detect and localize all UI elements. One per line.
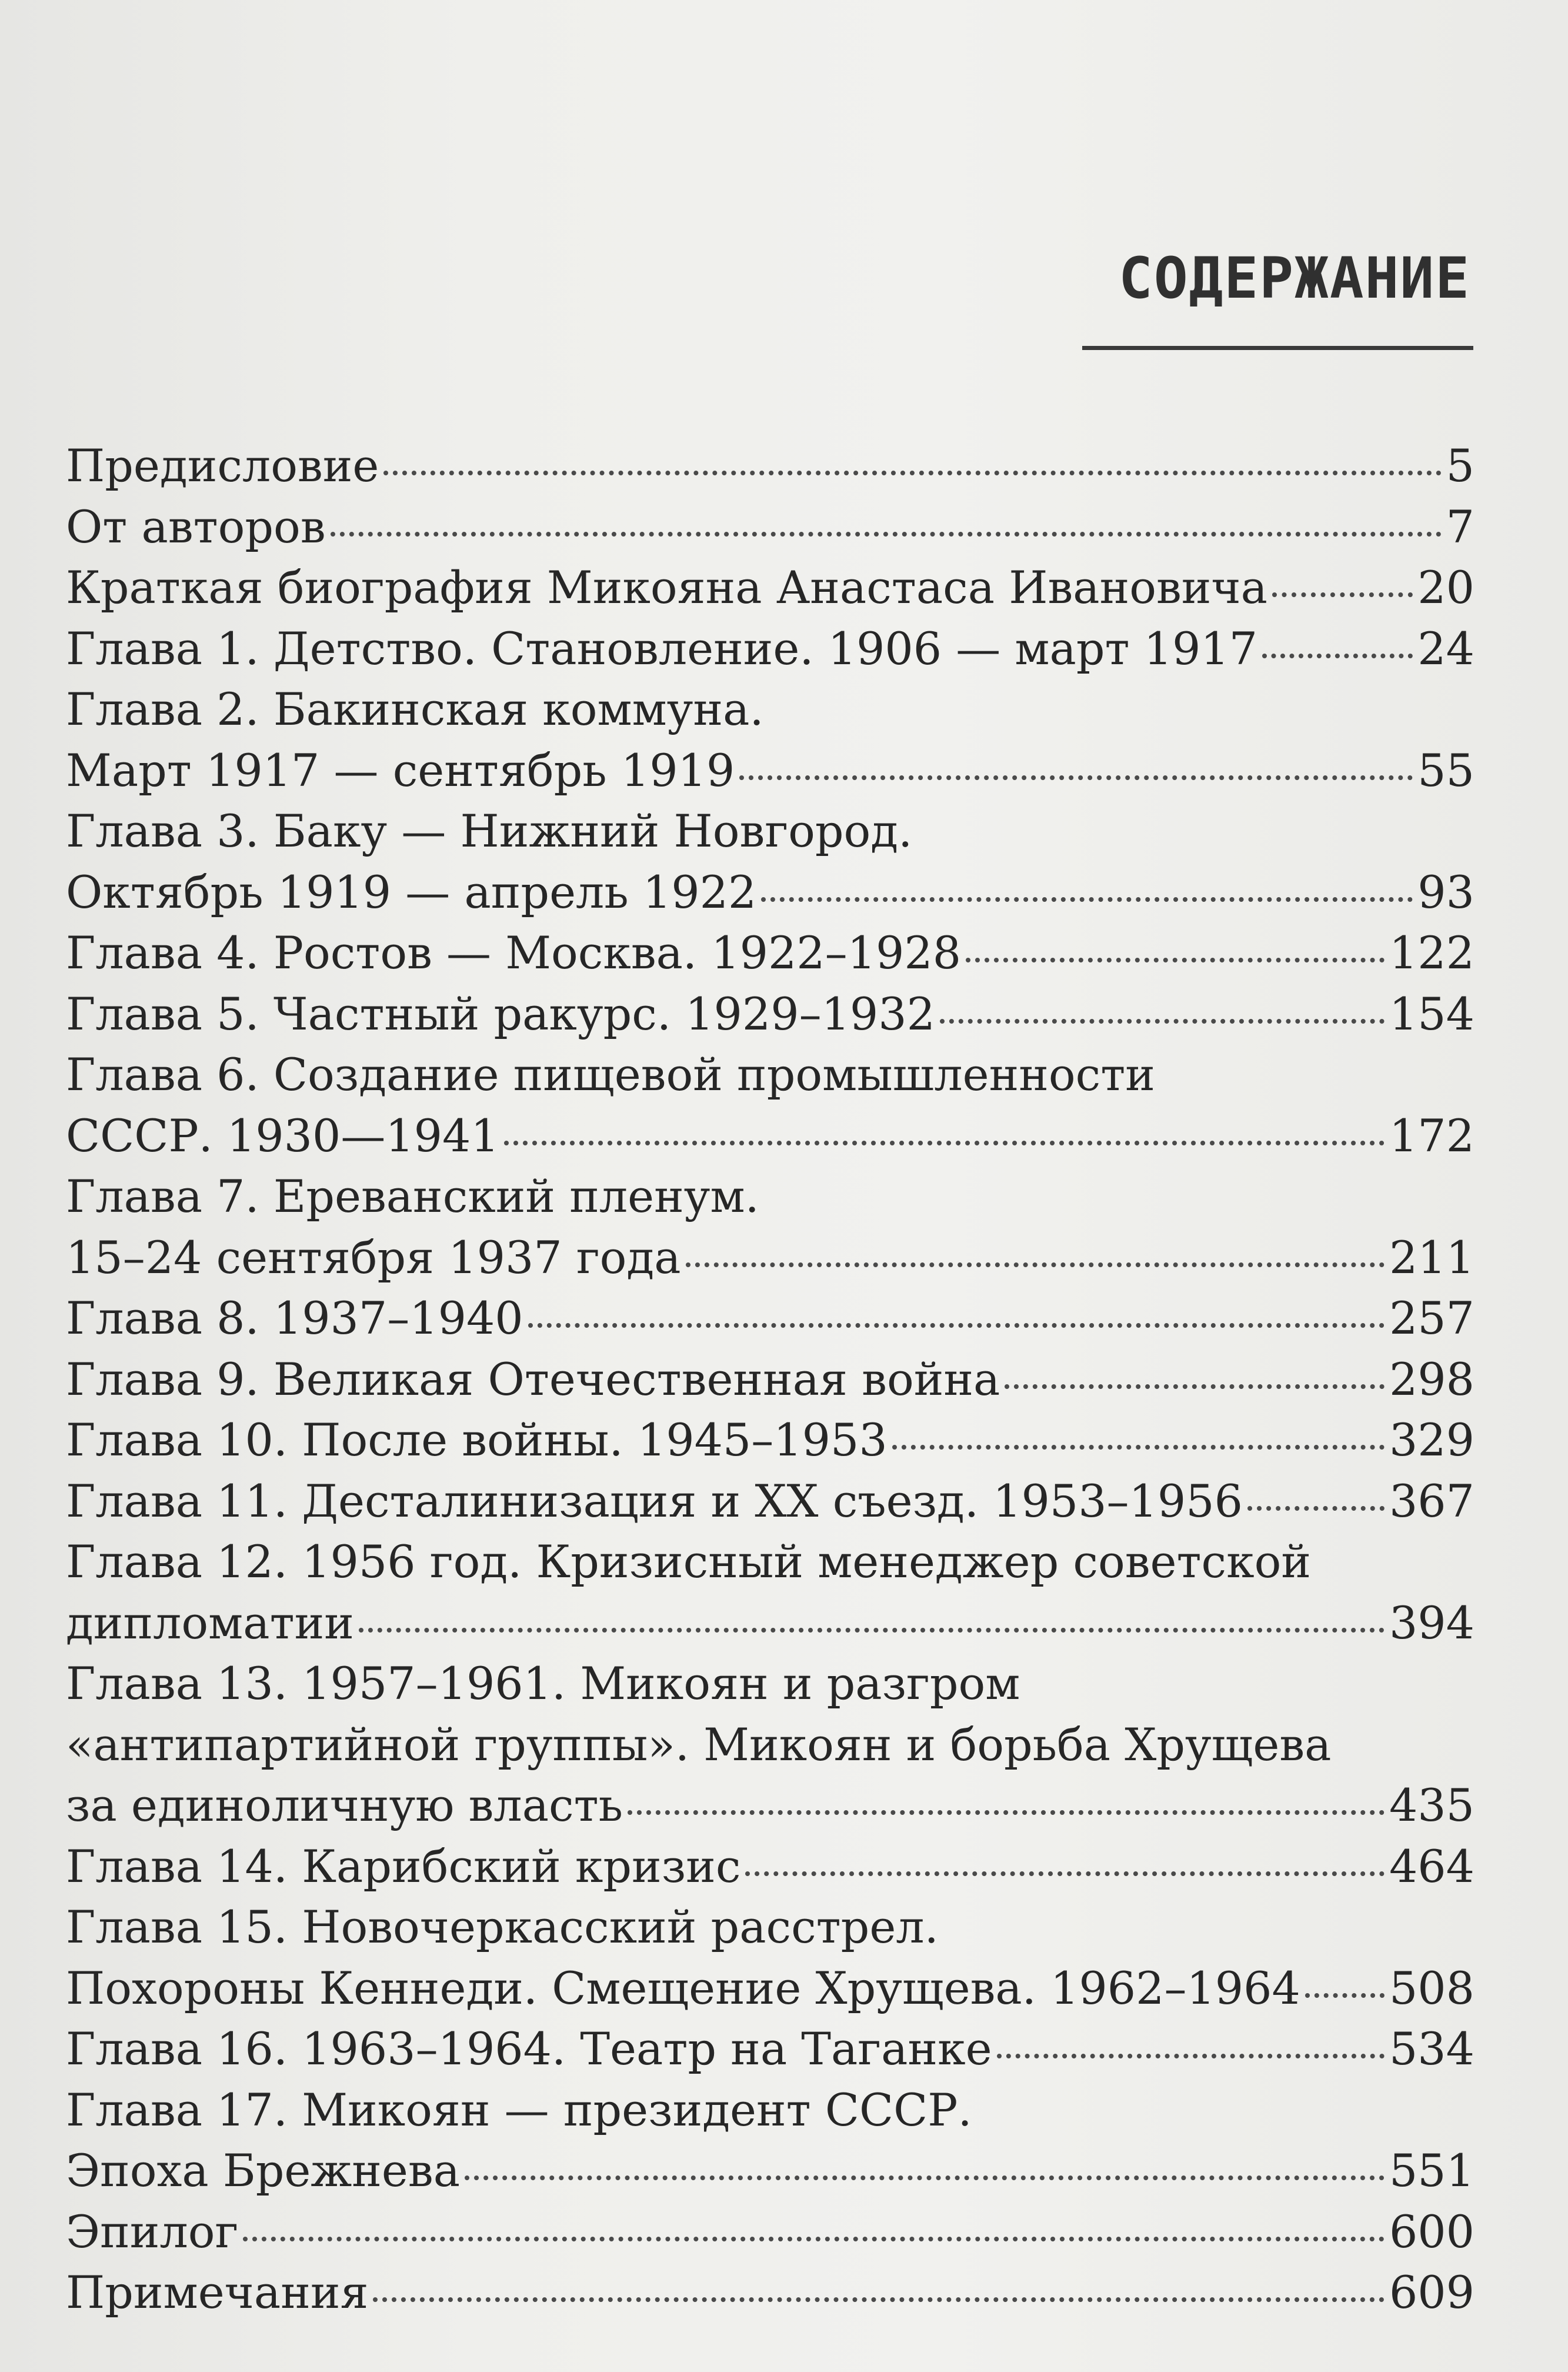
toc-entry-line [66, 1897, 1474, 1958]
contents-heading: СОДЕРЖАНИЕ [1119, 245, 1470, 311]
dot-leader [1305, 1993, 1384, 1998]
toc-entry-text: Глава 12. 1956 год. Кризисный менеджер советской [66, 1535, 1312, 1588]
toc-page-number: 93 [1417, 865, 1474, 918]
dot-leader [383, 471, 1441, 475]
toc-entry [66, 922, 1474, 984]
toc-entry-text: Предисловие [66, 439, 379, 492]
toc-entry [66, 2201, 1474, 2263]
toc-entry-line-final [66, 1349, 1474, 1410]
toc-entry-text: дипломатии [66, 1596, 354, 1649]
toc-entry-text: Похороны Кеннеди. Смещение Хрущева. 1962–1964 [66, 1961, 1300, 2014]
toc-entry-text: Эпоха Брежнева [66, 2144, 461, 2197]
dot-leader [1005, 1384, 1384, 1389]
toc-entry [66, 2080, 1474, 2201]
toc-page-number: 551 [1389, 2144, 1474, 2197]
toc-page-number: 435 [1389, 1779, 1474, 1831]
toc-entry-line-final [66, 1593, 1474, 1654]
toc-entry-line [66, 1531, 1474, 1593]
dot-leader [739, 775, 1413, 780]
toc-entry-text: Глава 9. Великая Отечественная война [66, 1352, 1000, 1405]
toc-entry [66, 1897, 1474, 2018]
toc-entry-line-final [66, 1471, 1474, 1532]
toc-entry-line-final [66, 1288, 1474, 1349]
toc-page-number: 154 [1389, 987, 1474, 1040]
toc-entry-text: Примечания [66, 2266, 369, 2318]
toc-entry-text: Глава 3. Баку — Нижний Новгород. [66, 805, 913, 857]
toc-entry [66, 435, 1474, 497]
toc-entry [66, 1166, 1474, 1288]
toc-entry-text: СССР. 1930—1941 [66, 1109, 499, 1162]
toc-page-number: 5 [1446, 439, 1474, 492]
dot-leader [966, 958, 1384, 962]
toc-page-number: 600 [1389, 2205, 1474, 2258]
toc-entry [66, 497, 1474, 558]
toc-page-number: 172 [1389, 1109, 1474, 1162]
dot-leader [465, 2176, 1384, 2180]
toc-page-number: 122 [1389, 927, 1474, 979]
dot-leader [504, 1141, 1384, 1145]
toc-entry-line [66, 1044, 1474, 1105]
toc-entry-line-final [66, 740, 1474, 801]
toc-page-number: 394 [1389, 1596, 1474, 1649]
dot-leader [686, 1262, 1384, 1267]
toc-entry-text: Эпилог [66, 2205, 239, 2258]
dot-leader [1247, 1506, 1384, 1511]
toc-entry-line-final [66, 1105, 1474, 1167]
toc-entry-line-final [66, 1836, 1474, 1897]
toc-entry-line [66, 1653, 1474, 1714]
toc-entry-line-final [66, 557, 1474, 618]
dot-leader [1272, 592, 1413, 597]
dot-leader [892, 1445, 1384, 1450]
toc-entry-line-final [66, 497, 1474, 558]
toc-entry-text: Глава 4. Ростов — Москва. 1922–1928 [66, 927, 962, 979]
dot-leader [745, 1871, 1384, 1876]
toc-entry-text: Глава 16. 1963–1964. Театр на Таганке [66, 2023, 992, 2075]
toc-entry-line-final [66, 1775, 1474, 1836]
toc-entry-text: Глава 2. Бакинская коммуна. [66, 683, 764, 735]
toc-entry-text: Март 1917 — сентябрь 1919 [66, 744, 735, 797]
table-of-contents [66, 435, 1474, 2323]
toc-entry [66, 557, 1474, 618]
toc-entry [66, 1410, 1474, 1471]
toc-page-number: 508 [1389, 1961, 1474, 2014]
toc-page-number: 464 [1389, 1840, 1474, 1893]
toc-entry [66, 2262, 1474, 2323]
toc-entry-line-final [66, 1410, 1474, 1471]
toc-entry-line [66, 2080, 1474, 2141]
toc-entry-text: Глава 7. Ереванский пленум. [66, 1170, 759, 1222]
toc-page-number: 7 [1446, 500, 1474, 553]
toc-entry-text: 15–24 сентября 1937 года [66, 1231, 681, 1284]
toc-entry-line-final [66, 2140, 1474, 2201]
toc-entry [66, 801, 1474, 922]
toc-entry-line-final [66, 435, 1474, 497]
toc-entry [66, 984, 1474, 1045]
toc-entry [66, 618, 1474, 679]
toc-page-number: 55 [1417, 744, 1474, 797]
toc-entry-line-final [66, 2262, 1474, 2323]
toc-entry-line-final [66, 2018, 1474, 2080]
toc-entry-text: Глава 14. Карибский кризис [66, 1840, 741, 1893]
toc-entry-line-final [66, 1227, 1474, 1288]
dot-leader [359, 1628, 1384, 1633]
toc-page-number: 609 [1389, 2266, 1474, 2318]
toc-entry-text: Глава 1. Детство. Становление. 1906 — март 1917 [66, 622, 1258, 675]
toc-entry [66, 1044, 1474, 1166]
toc-entry [66, 1349, 1474, 1410]
toc-page-number: 20 [1417, 561, 1474, 614]
toc-page-number: 211 [1389, 1231, 1474, 1284]
toc-entry-text: Краткая биография Микояна Анастаса Ивановича [66, 561, 1267, 614]
dot-leader [373, 2297, 1384, 2302]
dot-leader [243, 2237, 1384, 2241]
toc-entry-text: Октябрь 1919 — апрель 1922 [66, 865, 757, 918]
toc-entry-text: От авторов [66, 500, 326, 553]
toc-page-number: 257 [1389, 1292, 1474, 1344]
toc-entry-text: Глава 6. Создание пищевой промышленности [66, 1048, 1155, 1101]
toc-entry-line-final [66, 922, 1474, 984]
toc-entry-line-final [66, 984, 1474, 1045]
toc-entry-line-final [66, 618, 1474, 679]
dot-leader [331, 532, 1442, 537]
toc-page-number: 534 [1389, 2023, 1474, 2075]
toc-entry-line-final [66, 1958, 1474, 2019]
toc-entry-text: Глава 5. Частный ракурс. 1929–1932 [66, 987, 935, 1040]
toc-entry [66, 2018, 1474, 2080]
toc-entry [66, 1653, 1474, 1836]
toc-page-number: 298 [1389, 1352, 1474, 1405]
dot-leader [628, 1810, 1384, 1815]
dot-leader [1262, 654, 1413, 658]
toc-entry-text: Глава 13. 1957–1961. Микоян и разгром [66, 1657, 1020, 1710]
toc-entry-line [66, 801, 1474, 862]
toc-entry-line-final [66, 862, 1474, 923]
toc-page-number: 367 [1389, 1474, 1474, 1527]
toc-entry-text: Глава 17. Микоян — президент СССР. [66, 2083, 972, 2136]
toc-entry-text: Глава 8. 1937–1940 [66, 1292, 523, 1344]
toc-page-number: 329 [1389, 1414, 1474, 1466]
dot-leader [940, 1019, 1384, 1024]
toc-entry [66, 1288, 1474, 1349]
toc-entry [66, 679, 1474, 801]
toc-entry-text: Глава 11. Десталинизация и ХХ съезд. 1953–1956 [66, 1474, 1243, 1527]
toc-entry [66, 1531, 1474, 1653]
toc-entry-text: Глава 15. Новочеркасский расстрел. [66, 1901, 939, 1953]
toc-entry-text: «антипартийной группы». Микоян и борьба Хрущева [66, 1718, 1332, 1771]
toc-entry-text: Глава 10. После войны. 1945–1953 [66, 1414, 888, 1466]
dot-leader [761, 897, 1413, 902]
toc-page-number: 24 [1417, 622, 1474, 675]
toc-entry-text: за единоличную власть [66, 1779, 623, 1831]
heading-underline [1082, 346, 1473, 350]
dot-leader [528, 1323, 1384, 1328]
toc-entry-line [66, 679, 1474, 740]
dot-leader [997, 2054, 1384, 2058]
toc-entry [66, 1471, 1474, 1532]
toc-entry-line-final [66, 2201, 1474, 2263]
toc-entry-line [66, 1714, 1474, 1775]
toc-entry-line [66, 1166, 1474, 1227]
toc-entry [66, 1836, 1474, 1897]
